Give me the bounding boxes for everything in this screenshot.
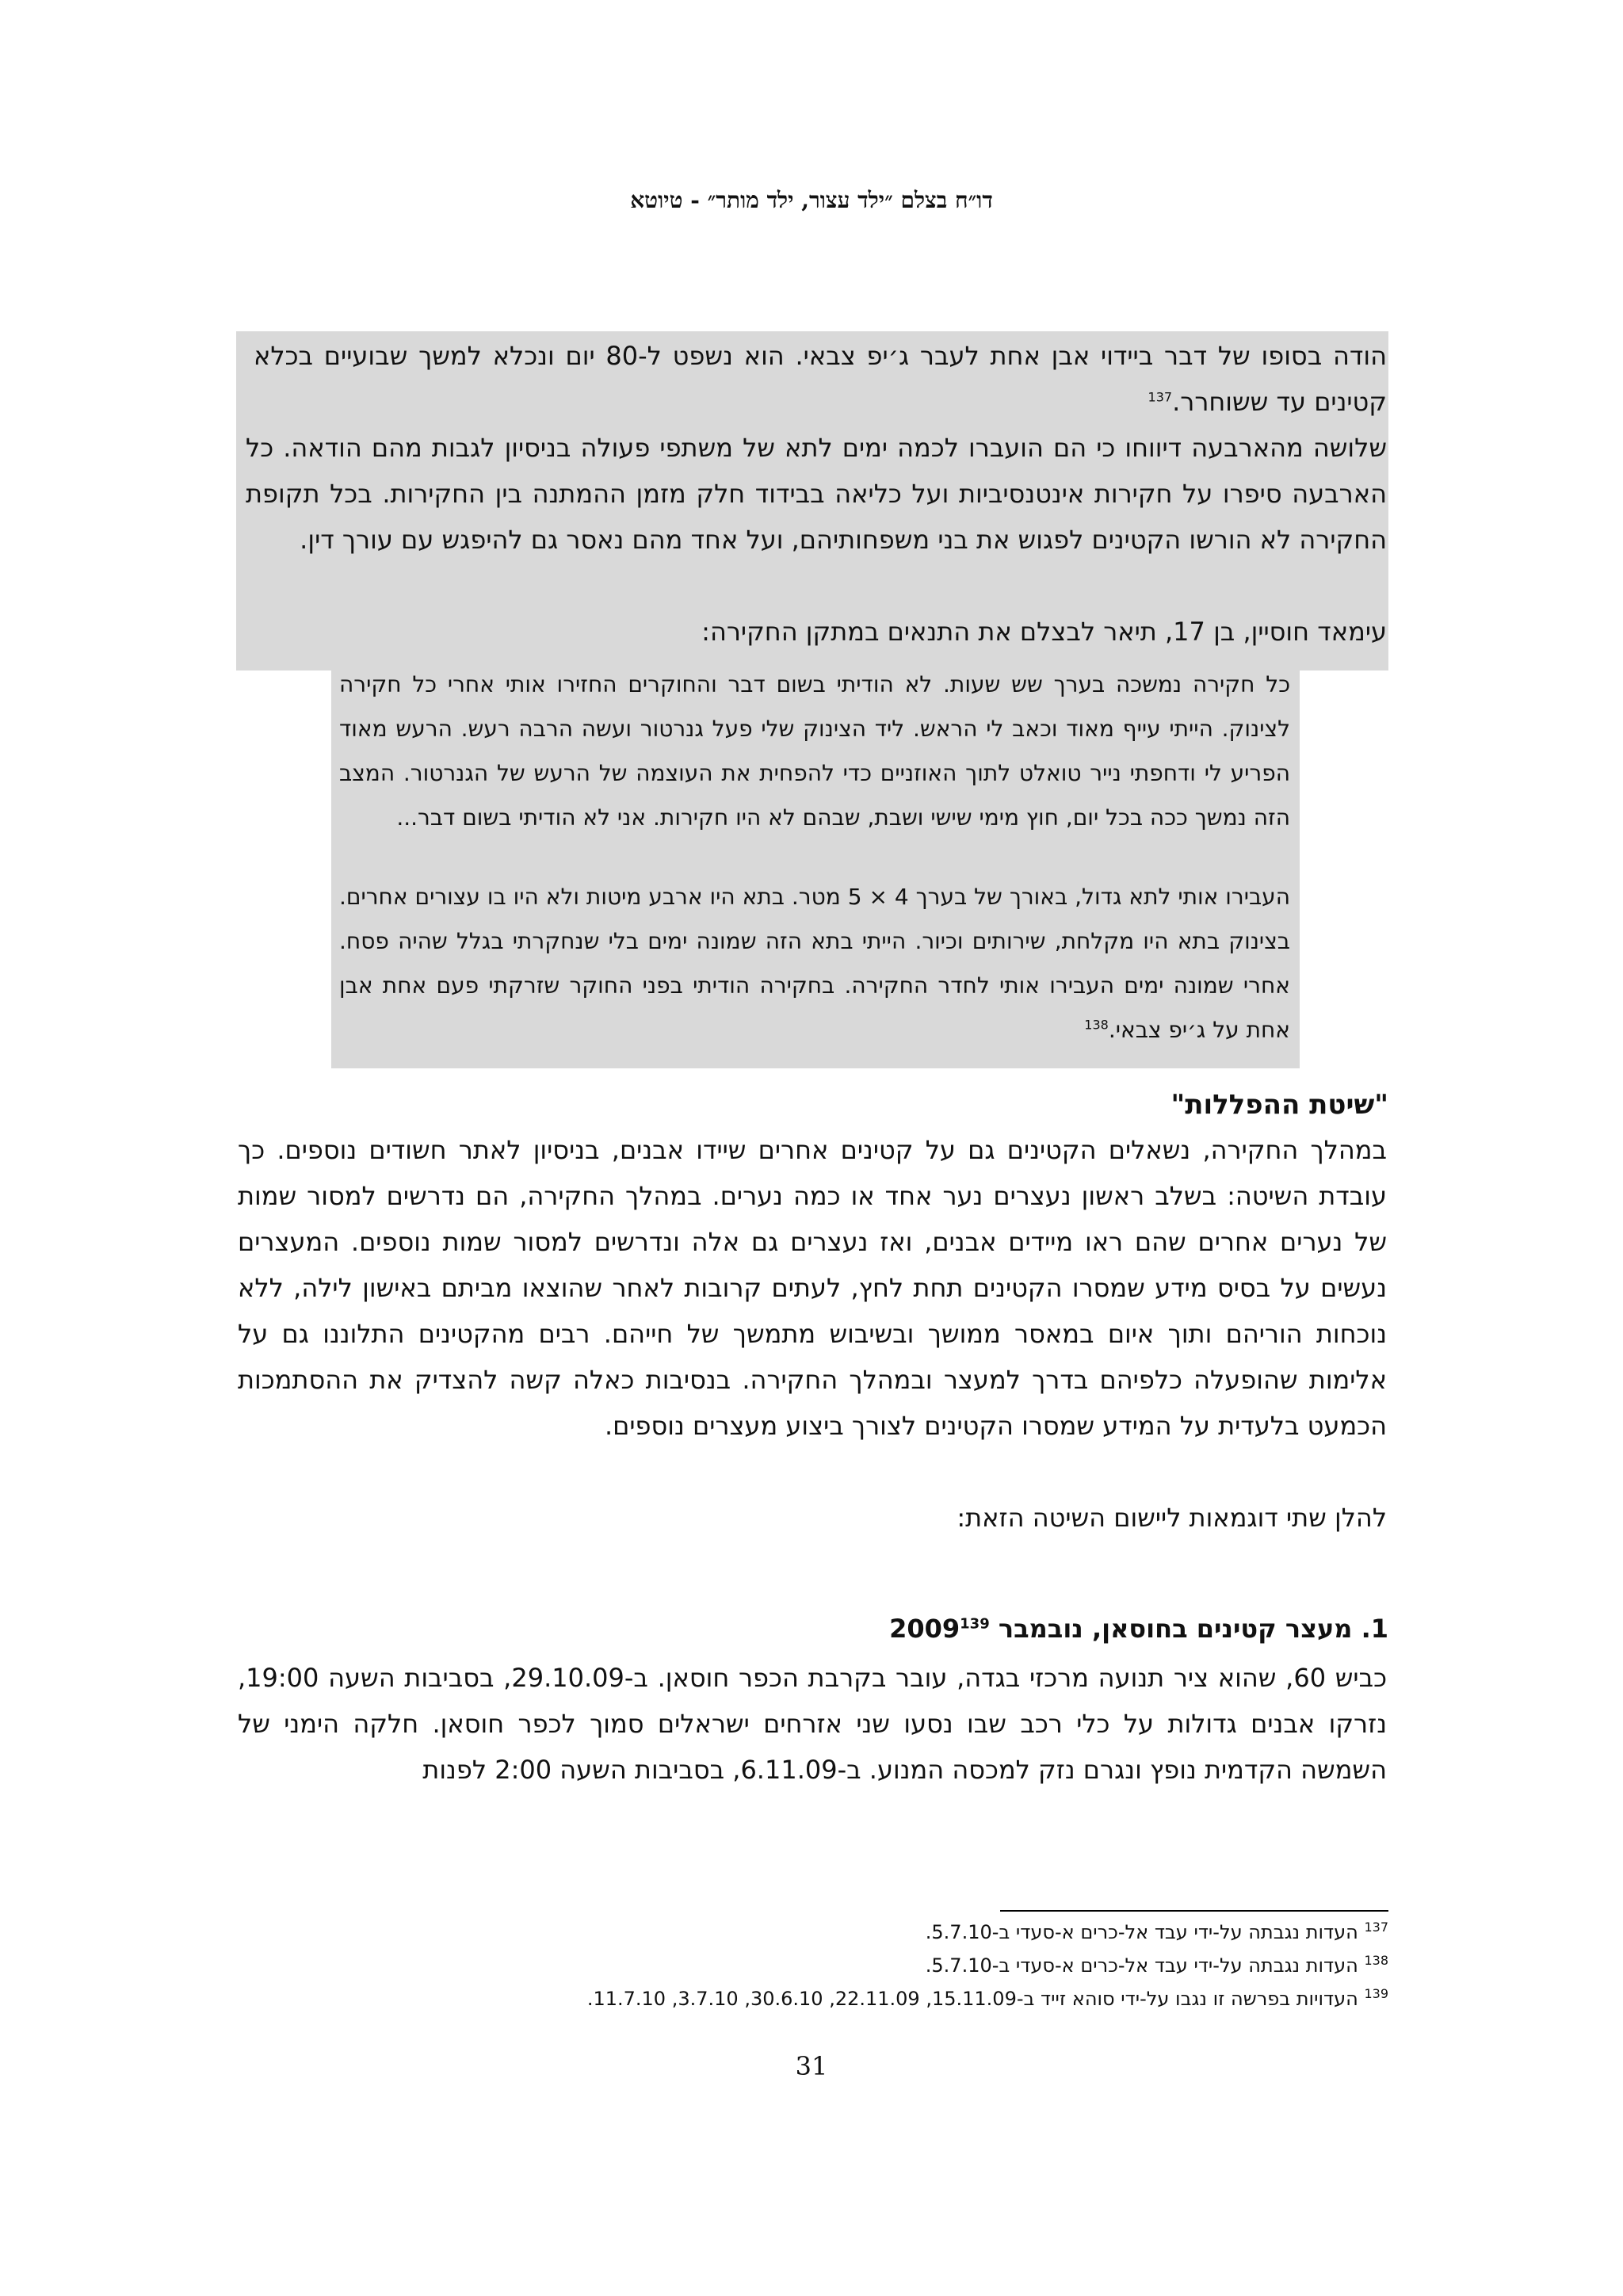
subsection-paragraph: כביש 60, שהוא ציר תנועה מרכזי בגדה, עובר בקרבת הכפר חוסאן. ב-29.10.09, בסביבות השעה 19:00, נזרקו אבנים גדולות על כלי רכב שבו נסעו שני אזרחים ישראלים סמוך לכפר חוסאן. חלקה הימני של השמשה הקדמית נופץ ונגרם נזק למכסה המנוע. ב-6.11.09, בסביבות השעה 2:00 לפנות — [238, 1663, 1388, 1785]
footnote-number: 139 — [1364, 1986, 1388, 2001]
footnote-138 — [926, 1954, 1388, 1977]
subsection-heading — [889, 1614, 1388, 1644]
intro-paragraph-1-text: הודה בסופו של דבר ביידוי אבן אחת לעבר ג׳יפ צבאי. הוא נשפט ל-80 יום ונכלא למשך שבועיים בכלא קטינים עד ששוחרר. — [254, 341, 1388, 417]
footnote-separator — [1000, 1910, 1388, 1912]
footnote-number: 137 — [1364, 1920, 1388, 1935]
page-number: 31 — [795, 2051, 828, 2081]
footnote-ref-139[interactable]: 139 — [960, 1615, 990, 1633]
intro-paragraph-2: שלושה מהארבעה דיווחו כי הם הועברו לכמה ימים לתא של משתפי פעולה בניסיון לגבות מהם הודאה. כל הארבעה סיפרו על חקירות אינטנסיביות ועל כליאה בבידוד חלק מזמן ההמתנה בין החקירות. בכל תקופת החקירה לא הורשו הקטינים לפגוש את בני משפחותיהם, ועל אחד מהם נאסר גם להיפגש עם עורך דין. — [246, 433, 1387, 555]
footnote-text: העדויות בפרשה זו נגבו על-ידי סוהא זייד ב-15.11.09, 22.11.09, 30.6.10, 3.7.10, 11.7.10. — [586, 1988, 1358, 2010]
footnote-text: העדות נגבתה על-ידי עבד אל-כרים א-סעדי ב-5.7.10. — [925, 1921, 1358, 1943]
footnote-text: העדות נגבתה על-ידי עבד אל-כרים א-סעדי ב-5.7.10. — [925, 1954, 1358, 1977]
footnote-ref-138[interactable]: 138 — [1084, 1017, 1109, 1033]
testimony-quote-1: כל חקירה נמשכה בערך שש שעות. לא הודיתי בשום דבר והחוקרים החזירו אותי אחרי כל חקירה לצינוק. הייתי עייף מאוד וכאב לי הראש. ליד הצינוק שלי פעל גנרטור ועשה הרבה רעש. הרעש מאוד הפריע לי ודחפתי נייר טואלט לתוך האוזניים כדי להפחית את העוצמה של הרעש של הגנרטור. המצב הזה נמשך ככה בכל יום, חוץ מימי שישי ושבת, שבהם לא היו חקירות. אני לא הודיתי בשום דבר... — [339, 671, 1290, 831]
footnote-137 — [926, 1921, 1388, 1943]
footnote-number: 138 — [1364, 1953, 1388, 1968]
footnote-139 — [587, 1988, 1388, 2010]
intro-paragraph-1 — [254, 333, 1387, 425]
testimony-quote-2 — [339, 875, 1290, 1052]
footnote-ref-137[interactable]: 137 — [1148, 389, 1173, 405]
page-header: דו״ח בצלם ״ילד עצור, ילד מותר״ - טיוטא — [630, 187, 993, 213]
intro-paragraph-3: עימאד חוסיין, בן 17, תיאר לבצלם את התנאים במתקן החקירה: — [701, 617, 1387, 647]
section-paragraph-1: במהלך החקירה, נשאלים הקטינים גם על קטינים אחרים שיידו אבנים, בניסיון לאתר חשודים נוספים. כך עובדת השיטה: בשלב ראשון נעצרים נער אחד או כמה נערים. במהלך החקירה, הם נדרשים למסור שמות של נערים אחרים שהם ראו מיידים אבנים, ואז נעצרים גם אלה ונדרשים למסור שמות נוספים. המעצרים נעשים על בסיס מידע שמסרו הקטינים תחת לחץ, לעתים קרובות לאחר שהוצאו מביתם באישון לילה, ללא נוכחות הוריהם ותוך איום במאסר ממושך ובשיבוש מתמשך של חייהם. רבים מהקטינים התלוננו גם על אלימות שהופעלה כלפיהם בדרך למעצר ובמהלך החקירה. בנסיבות כאלה קשה להצדיק את ההסתמכות הכמעט בלעדית על המידע שמסרו הקטינים לצורך ביצוע מעצרים נוספים. — [238, 1135, 1387, 1441]
subsection-heading-text: 1. מעצר קטינים בחוסאן, נובמבר 2009 — [889, 1614, 1388, 1644]
section-heading: "שיטת ההפללות" — [1170, 1089, 1388, 1121]
testimony-quote-2-text: העבירו אותי לתא גדול, באורך של בערך 4 × 5 מטר. בתא היו ארבע מיטות ולא היו בו עצורים אחרים. בצינוק בתא היו מקלחת, שירותים וכיור. הייתי בתא הזה שמונה ימים בלי שנחקרתי בגלל שהיה פסח. אחרי שמונה ימים העבירו אותי לחדר החקירה. בחקירה הודיתי בפני החוקר שזרקתי פעם אחת אבן אחת על ג׳יפ צבאי. — [339, 884, 1290, 1043]
section-paragraph-2: להלן שתי דוגמאות ליישום השיטה הזאת: — [957, 1503, 1387, 1533]
